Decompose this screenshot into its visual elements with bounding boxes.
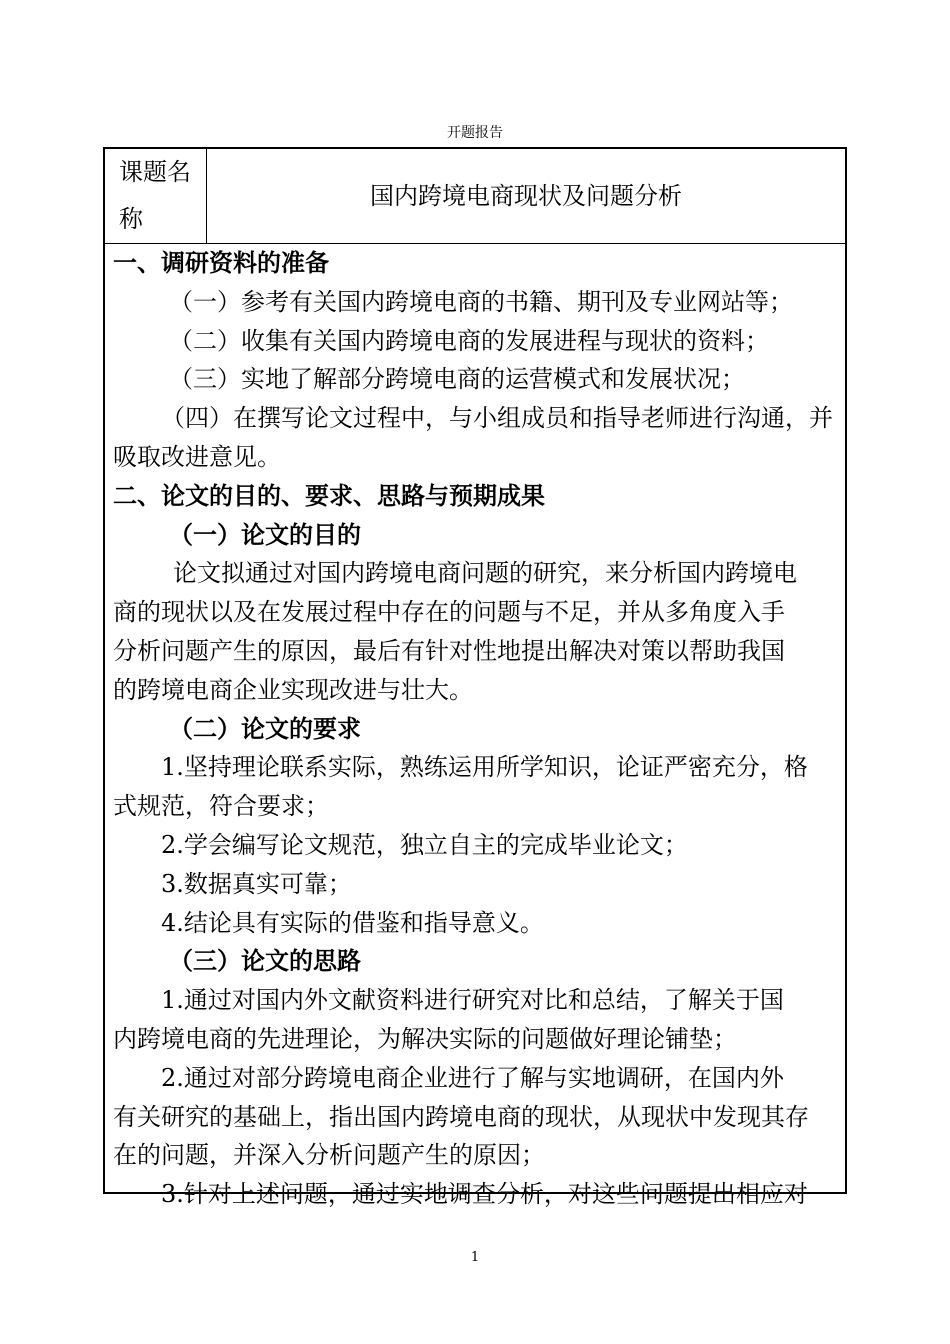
purpose-paragraph-line: 的跨境电商企业实现改进与壮大。 (113, 675, 473, 704)
research-item-3: （三）实地了解部分跨境电商的运营模式和发展状况； (169, 365, 745, 394)
purpose-paragraph-line: 论文拟通过对国内跨境电商问题的研究，来分析国内跨境电 (173, 559, 797, 588)
approach-item-1-cont: 内跨境电商的先进理论，为解决实际的问题做好理论铺垫； (113, 1024, 737, 1053)
research-item-4: （四）在撰写论文过程中，与小组成员和指导老师进行沟通，并 (161, 404, 833, 433)
subheading-approach: （三）论文的思路 (169, 946, 361, 976)
requirement-item-2: 2.学会编写论文规范，独立自主的完成毕业论文； (161, 830, 688, 859)
topic-label-cell (105, 149, 207, 243)
requirement-item-1-cont: 式规范，符合要求； (113, 792, 329, 821)
section-heading-goals: 二、论文的目的、要求、思路与预期成果 (113, 480, 545, 510)
page-number: 1 (470, 1250, 480, 1265)
research-item-2: （二）收集有关国内跨境电商的发展进程与现状的资料； (169, 326, 769, 355)
topic-label-line1: 课题名 (119, 158, 191, 186)
approach-item-1: 1.通过对国内外文献资料进行研究对比和总结，了解关于国 (161, 986, 784, 1015)
report-table (103, 147, 847, 1209)
subheading-purpose: （一）论文的目的 (169, 519, 361, 549)
purpose-paragraph-line: 商的现状以及在发展过程中存在的问题与不足，并从多角度入手 (113, 598, 785, 627)
research-item-1: （一）参考有关国内跨境电商的书籍、期刊及专业网站等； (169, 287, 793, 316)
requirement-item-3: 3.数据真实可靠； (161, 869, 352, 898)
requirement-item-4: 4.结论具有实际的借鉴和指导意义。 (161, 908, 544, 937)
topic-value-cell: 国内跨境电商现状及问题分析 (370, 182, 682, 210)
requirement-item-1: 1.坚持理论联系实际，熟练运用所学知识，论证严密充分，格 (161, 753, 808, 782)
topic-label-line2: 称 (119, 205, 143, 233)
topic-row (105, 149, 845, 244)
section-heading-research-prep: 一、调研资料的准备 (113, 248, 329, 277)
report-content (113, 244, 841, 1214)
approach-item-3: 3.针对上述问题，通过实地调查分析，对这些问题提出相应对 (161, 1180, 808, 1209)
purpose-paragraph-line: 分析问题产生的原因，最后有针对性地提出解决对策以帮助我国 (113, 636, 785, 665)
approach-item-2-cont: 有关研究的基础上，指出国内跨境电商的现状，从现状中发现其存 (113, 1102, 809, 1131)
subheading-requirements: （二）论文的要求 (169, 713, 361, 743)
approach-item-2: 2.通过对部分跨境电商企业进行了解与实地调研，在国内外 (161, 1063, 784, 1092)
page-header-title: 开题报告 (447, 125, 503, 141)
approach-item-2-cont: 在的问题，并深入分析问题产生的原因； (113, 1141, 545, 1170)
research-item-4-cont: 吸取改进意见。 (113, 442, 281, 471)
